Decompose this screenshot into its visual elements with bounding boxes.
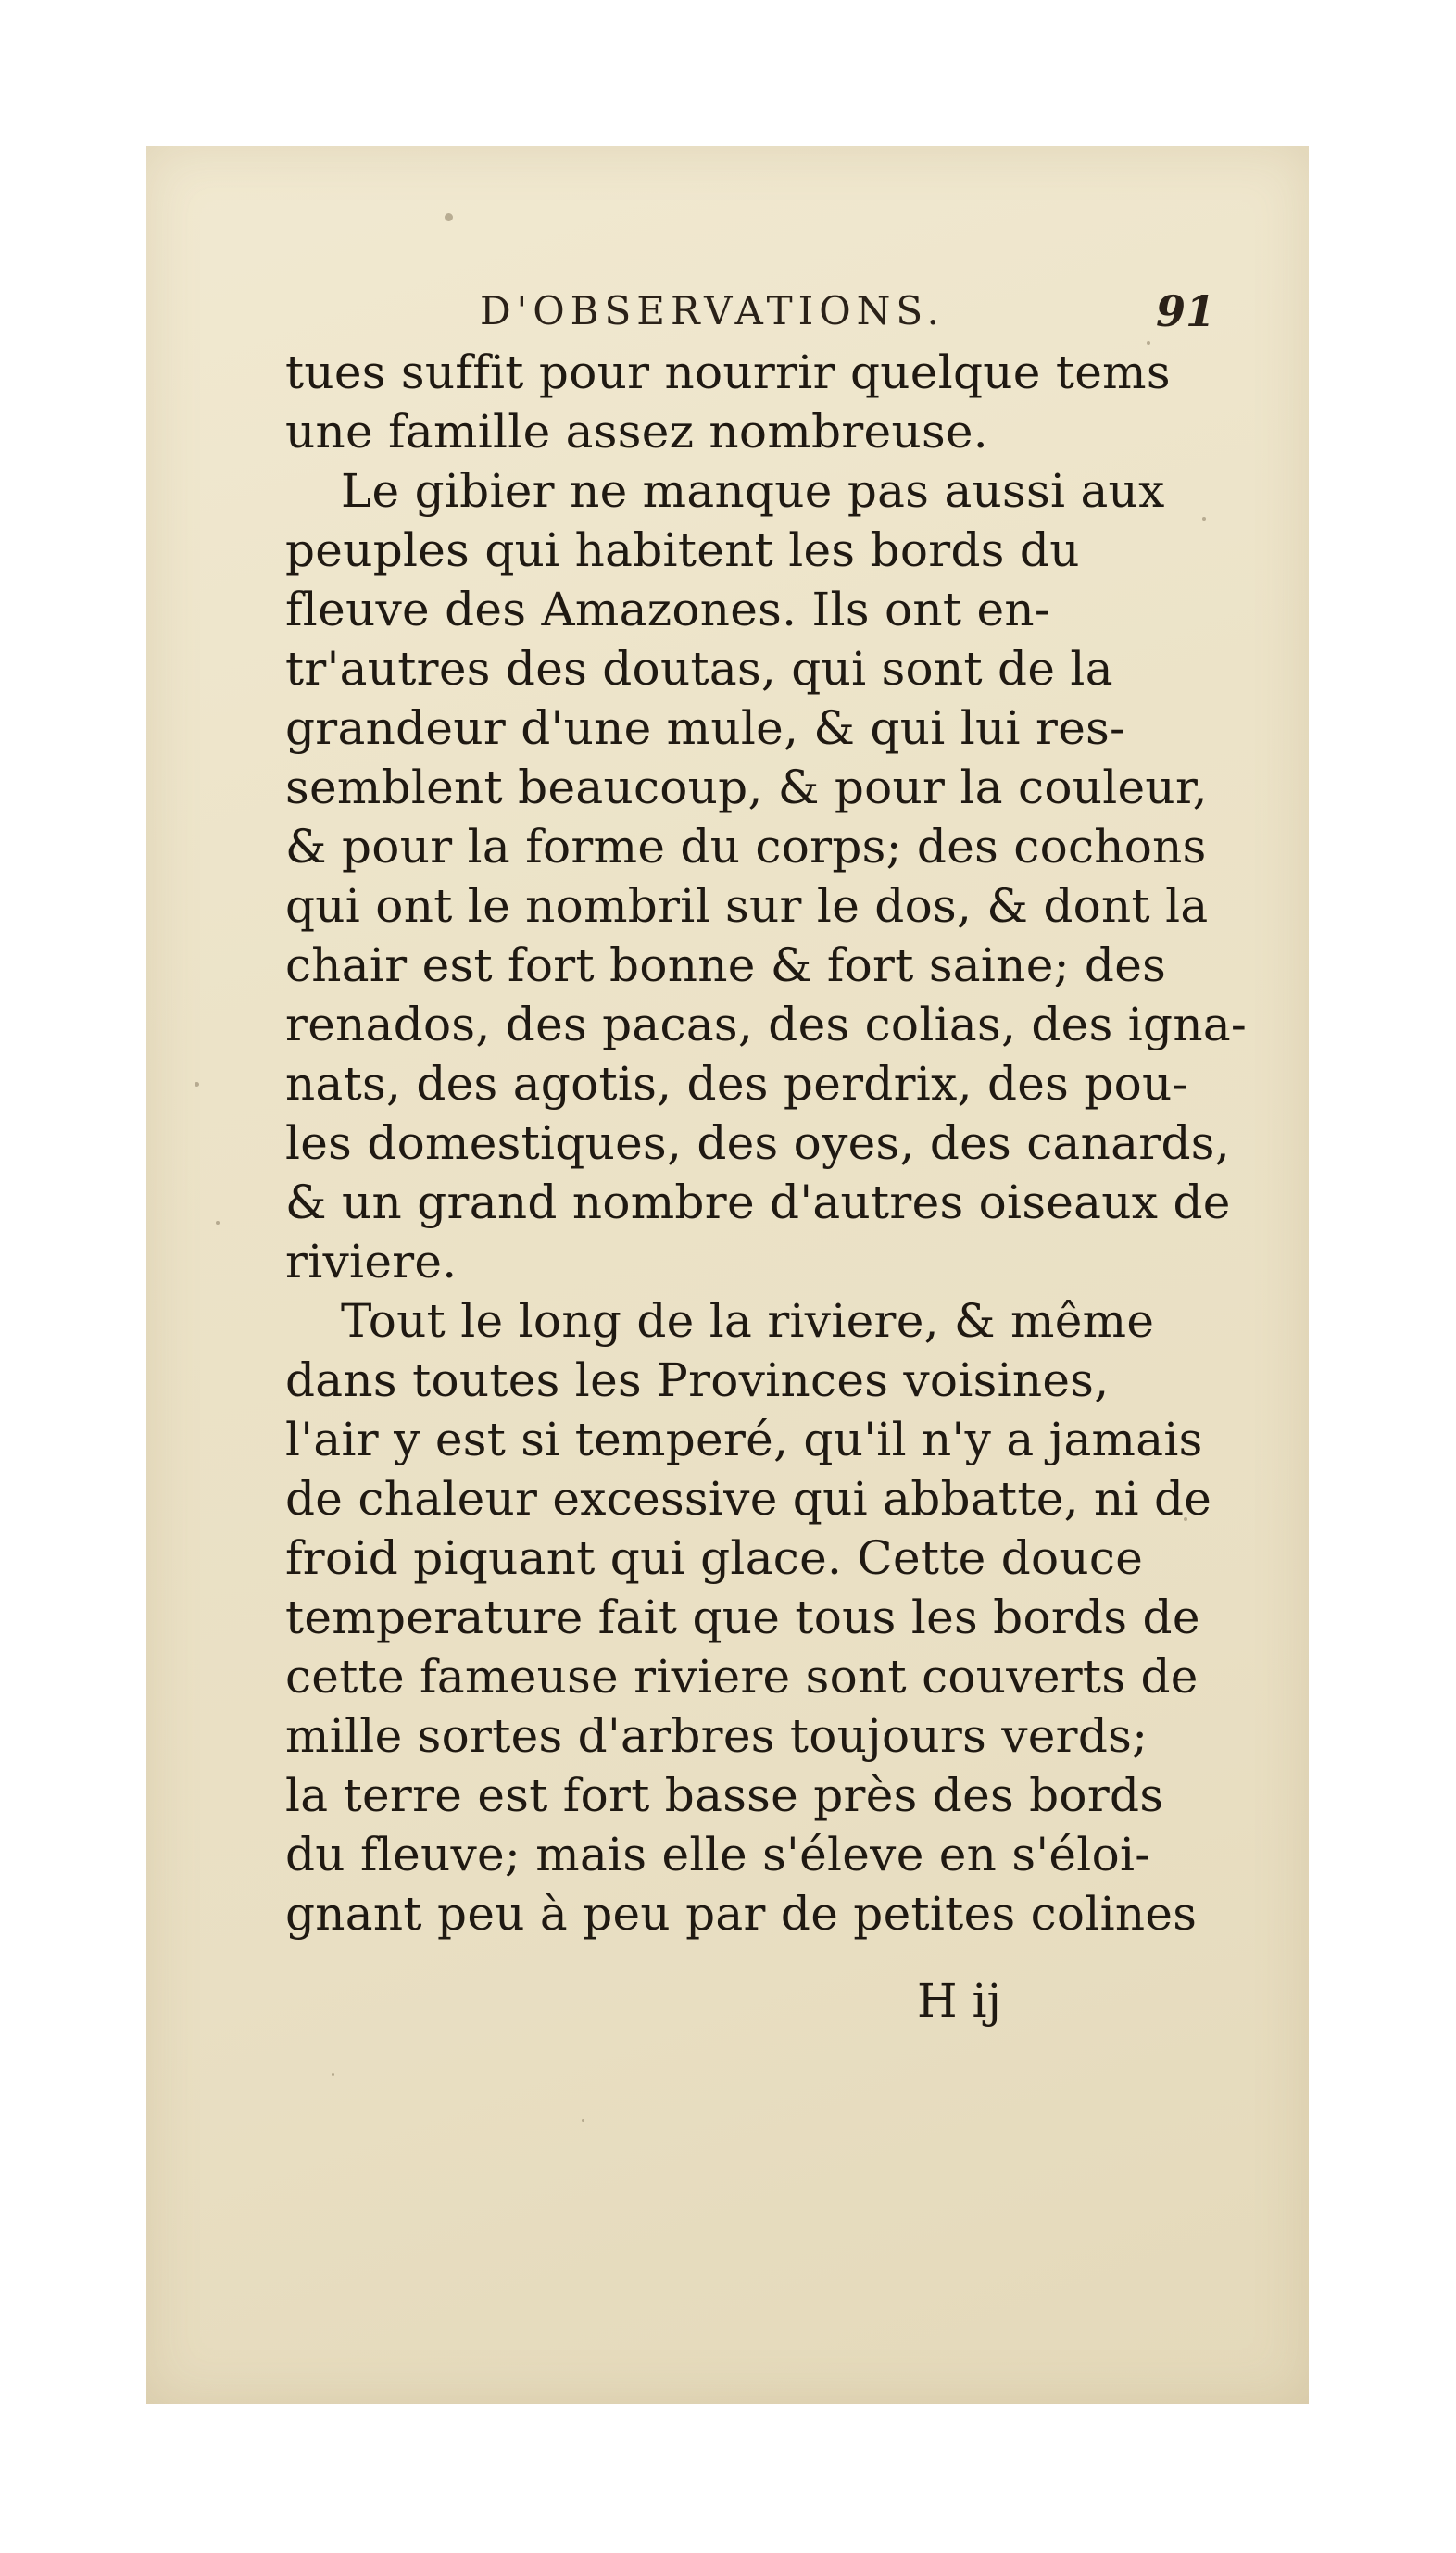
paper-speck xyxy=(582,2119,584,2122)
text-line: froid piquant qui glace. Cette douce xyxy=(285,1531,1144,1585)
paper-speck xyxy=(445,213,453,221)
page-header xyxy=(480,279,1221,344)
running-head: D'OBSERVATIONS. xyxy=(480,288,946,333)
text-line: du fleuve; mais elle s'éleve en s'éloi- xyxy=(285,1828,1151,1881)
text-line: & pour la forme du corps; des cochons xyxy=(285,820,1207,874)
paper-speck xyxy=(195,1082,199,1087)
text-line: semblent beaucoup, & pour la couleur, xyxy=(285,761,1208,814)
text-line: qui ont le nombril sur le dos, & dont la xyxy=(285,879,1209,933)
text-line: tr'autres des doutas, qui sont de la xyxy=(285,642,1113,696)
text-line: tues suffit pour nourrir quelque tems xyxy=(285,346,1171,399)
text-line: mille sortes d'arbres toujours verds; xyxy=(285,1709,1148,1763)
body-text xyxy=(285,343,1248,1943)
text-line: & un grand nombre d'autres oiseaux de xyxy=(285,1176,1231,1229)
text-line: chair est fort bonne & fort saine; des xyxy=(285,938,1167,992)
text-line: Tout le long de la riviere, & même xyxy=(341,1294,1155,1348)
text-line: renados, des pacas, des colias, des igna- xyxy=(285,998,1248,1051)
text-line: gnant peu à peu par de petites colines xyxy=(285,1887,1198,1941)
text-line: riviere. xyxy=(285,1235,458,1289)
book-page xyxy=(146,146,1309,2404)
paper-speck xyxy=(216,1221,220,1225)
text-line: les domestiques, des oyes, des canards, xyxy=(285,1116,1230,1170)
text-line: peuples qui habitent les bords du xyxy=(285,523,1080,577)
text-line: fleuve des Amazones. Ils ont en- xyxy=(285,583,1051,636)
text-line: Le gibier ne manque pas aussi aux xyxy=(341,464,1165,518)
text-line: l'air y est si temperé, qu'il n'y a jamais xyxy=(285,1413,1203,1466)
page-number: 91 xyxy=(1156,286,1216,336)
text-line: une famille assez nombreuse. xyxy=(285,405,988,459)
text-line: temperature fait que tous les bords de xyxy=(285,1591,1200,1644)
text-line: de chaleur excessive qui abbatte, ni de xyxy=(285,1472,1212,1526)
paper-speck xyxy=(332,2073,334,2076)
signature-mark: H ij xyxy=(917,1974,1001,2028)
text-line: nats, des agotis, des perdrix, des pou- xyxy=(285,1057,1188,1111)
text-line: cette fameuse riviere sont couverts de xyxy=(285,1650,1199,1704)
text-line: grandeur d'une mule, & qui lui res- xyxy=(285,701,1126,755)
text-line: dans toutes les Provinces voisines, xyxy=(285,1353,1110,1407)
text-line: la terre est fort basse près des bords xyxy=(285,1768,1164,1822)
